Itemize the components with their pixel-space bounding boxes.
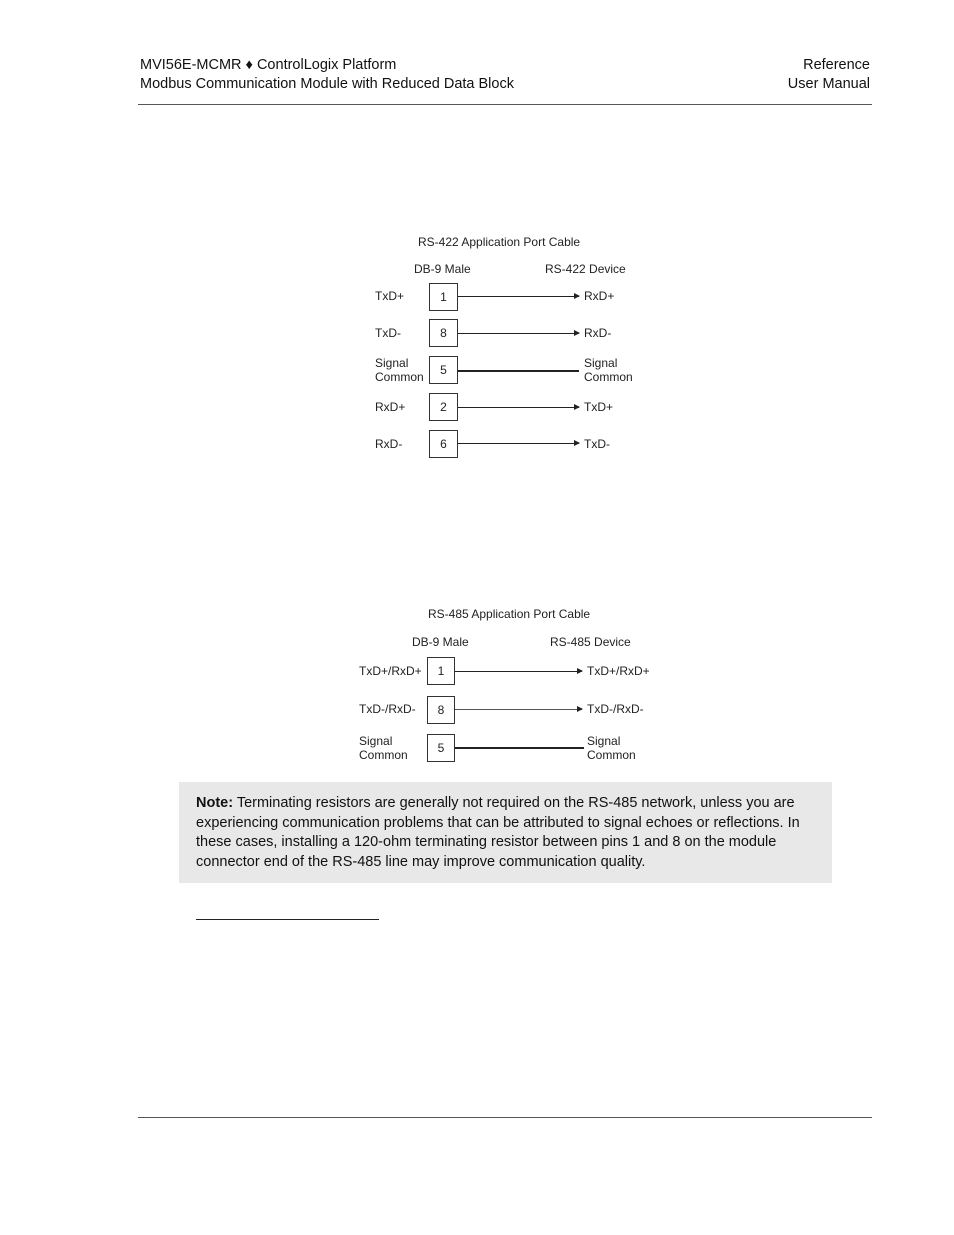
rs485-wire	[455, 671, 582, 672]
rs422-left-label: RxD+	[375, 400, 406, 414]
rs422-wire	[458, 370, 579, 372]
rs485-left-header: DB-9 Male	[412, 635, 469, 649]
rs485-wire	[455, 709, 582, 710]
rs422-left-label: RxD-	[375, 437, 403, 451]
header-rule	[138, 104, 872, 105]
rs422-pin-box: 1	[429, 283, 458, 311]
rs485-pin-box: 8	[427, 696, 455, 724]
rs422-right-header: RS-422 Device	[545, 262, 626, 276]
rs422-right-label: RxD-	[584, 326, 612, 340]
rs422-right-label: Signal Common	[584, 356, 633, 384]
header-doc-type: User Manual	[787, 76, 870, 92]
rs485-left-label: Signal Common	[359, 734, 408, 762]
rs422-left-label: TxD+	[375, 289, 405, 303]
header-product-subtitle: Modbus Communication Module with Reduced Data Block	[140, 76, 514, 92]
rs422-right-label: RxD+	[584, 289, 615, 303]
rs485-pin-box: 1	[427, 657, 455, 685]
rs422-wire	[458, 333, 579, 334]
rs422-left-label: TxD-	[375, 326, 401, 340]
rs422-title: RS-422 Application Port Cable	[418, 235, 581, 249]
rs485-wire	[455, 747, 584, 749]
rs422-pin-box: 2	[429, 393, 458, 421]
rs422-wire	[458, 407, 579, 408]
rs485-right-label: TxD+/RxD+	[587, 664, 650, 678]
rs485-right-header: RS-485 Device	[550, 635, 631, 649]
rs422-wire	[458, 296, 579, 297]
rs422-pin-box: 8	[429, 319, 458, 347]
rs422-pin-box: 5	[429, 356, 458, 384]
rs485-title: RS-485 Application Port Cable	[428, 607, 591, 621]
rs485-right-label: TxD-/RxD-	[587, 702, 644, 716]
rs485-left-label: TxD+/RxD+	[359, 664, 422, 678]
header-section: Reference	[803, 57, 870, 73]
footer-rule	[138, 1117, 872, 1118]
rs422-left-label: Signal Common	[375, 356, 424, 384]
rs422-wire	[458, 443, 579, 444]
rs485-right-label: Signal Common	[587, 734, 636, 762]
rs422-left-header: DB-9 Male	[414, 262, 471, 276]
rs485-pin-box: 5	[427, 734, 455, 762]
rs422-right-label: TxD-	[584, 437, 610, 451]
rs485-left-label: TxD-/RxD-	[359, 702, 416, 716]
header-product-title: MVI56E-MCMR ♦ ControlLogix Platform	[140, 57, 397, 73]
footnote-separator	[196, 919, 379, 920]
note-text: Terminating resistors are generally not required on the RS-485 network, unless you are experiencing communication problems that can be attributed to signal echoes or reflections. In these cases, installing a 120-ohm terminating resistor between pins 1 and 8 on the module connector end of the RS-485 line may improve communication quality.	[196, 795, 800, 870]
rs422-pin-box: 6	[429, 430, 458, 458]
rs422-right-label: TxD+	[584, 400, 614, 414]
note-label: Note:	[196, 795, 234, 811]
page-header-right	[788, 56, 870, 94]
note-box	[179, 782, 832, 883]
page-header-left	[140, 56, 514, 94]
